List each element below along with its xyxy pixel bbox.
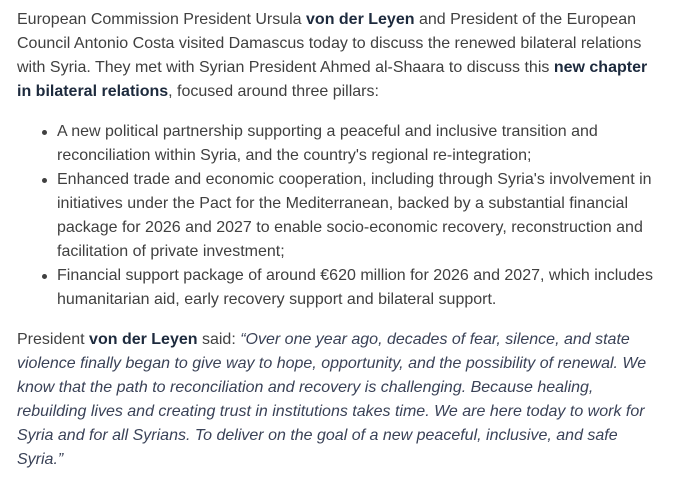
pillars-list bbox=[17, 120, 661, 312]
statement-said: said: bbox=[197, 331, 241, 348]
statement-quote: “Over one year ago, decades of fear, silence, and state violence finally began to give way to hope, opportunity, and the possibility of renewal. We know that the path to reconciliation and recovery is challenging. Because healing, rebuilding lives and creating trust in institutions takes time. We are here today to work for Syria and for all Syrians. To deliver on the goal of a new peaceful, inclusive, and safe Syria.” bbox=[17, 331, 647, 468]
pillar-text: Financial support package of around €620 million for 2026 and 2027, which includes humanitarian aid, early recovery support and bilateral support. bbox=[57, 267, 653, 308]
bullet-icon bbox=[42, 130, 47, 135]
pillar-item-trade bbox=[57, 168, 661, 264]
statement-speaker: von der Leyen bbox=[89, 331, 198, 348]
intro-paragraph bbox=[17, 8, 661, 104]
pillar-text: Enhanced trade and economic cooperation, including through Syria's involvement in initiatives under the Pact for the Mediterranean, backed by a substantial financial package for 2026 and 2027 to enable socio-economic recovery, reconstruction and facilitation of private investment; bbox=[57, 171, 652, 260]
intro-bold-new-chapter: new chapter in bilateral relations bbox=[17, 59, 648, 100]
intro-text-1: European Commission President Ursula bbox=[17, 11, 307, 28]
pillar-text: A new political partnership supporting a peaceful and inclusive transition and reconciliation within Syria, and the country's regional re-integration; bbox=[57, 123, 598, 164]
statement-prefix: President bbox=[17, 331, 90, 348]
bullet-icon bbox=[42, 274, 47, 279]
intro-text-2: and President of the European Council Antonio Costa visited Damascus today to discuss the renewed bilateral relations with Syria. They met with Syrian President Ahmed al-Shaara to discuss this bbox=[17, 11, 642, 76]
statement-paragraph bbox=[17, 328, 661, 472]
pillar-item-financial bbox=[57, 264, 661, 312]
intro-bold-von-der-leyen: von der Leyen bbox=[306, 11, 415, 28]
bullet-icon bbox=[42, 178, 47, 183]
intro-text-3: , focused around three pillars: bbox=[168, 83, 379, 100]
pillar-item-political bbox=[57, 120, 661, 168]
